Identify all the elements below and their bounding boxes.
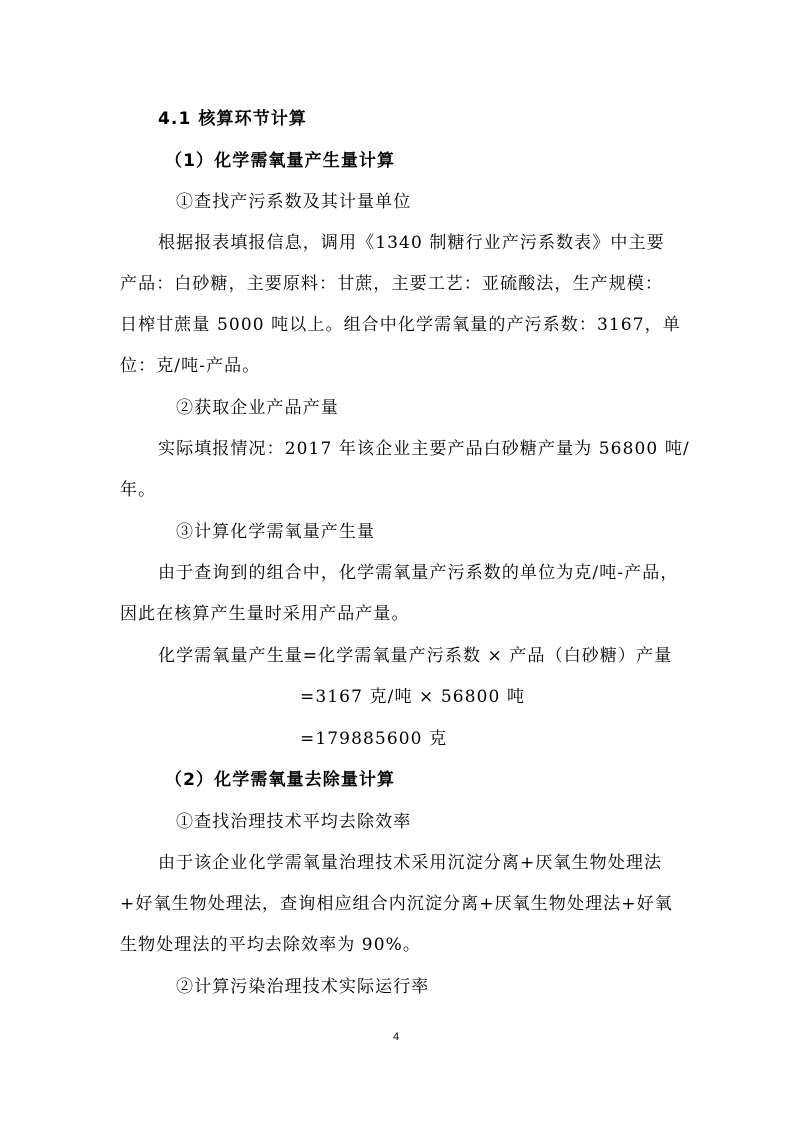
paragraph-line: +好氧生物处理法，查询相应组合内沉淀分离+厌氧生物处理法+好氧: [120, 894, 673, 914]
part1-step2-title: ②获取企业产品产量: [176, 398, 339, 418]
part2-step2-title: ②计算污染治理技术实际运行率: [176, 977, 430, 997]
paragraph-line: 日榨甘蔗量 5000 吨以上。组合中化学需氧量的产污系数：3167，单: [120, 315, 681, 335]
paragraph-line: 由于查询到的组合中，化学需氧量产污系数的单位为克/吨-产品，: [158, 563, 679, 583]
part2-title: （2）化学需氧量去除量计算: [165, 770, 396, 790]
page-number: 4: [393, 1031, 400, 1043]
part1-title: （1）化学需氧量产生量计算: [165, 151, 396, 171]
paragraph-line: 生物处理法的平均去除效率为 90%。: [120, 935, 421, 955]
paragraph-line: 实际填报情况：2017 年该企业主要产品白砂糖产量为 56800 吨/: [158, 439, 690, 459]
paragraph-line: 根据报表填报信息，调用《1340 制糖行业产污系数表》中主要: [158, 233, 665, 253]
part2-step1-title: ①查找治理技术平均去除效率: [176, 812, 412, 832]
formula-line: 化学需氧量产生量=化学需氧量产污系数 × 产品（白砂糖）产量: [158, 646, 673, 666]
paragraph-line: 由于该企业化学需氧量治理技术采用沉淀分离+厌氧生物处理法: [158, 853, 663, 873]
paragraph-line: 因此在核算产生量时采用产品产量。: [120, 604, 410, 624]
section-heading: 4.1 核算环节计算: [158, 109, 308, 129]
paragraph-line: 产品：白砂糖，主要原料：甘蔗，主要工艺：亚硫酸法，生产规模：: [120, 274, 663, 294]
part1-step1-title: ①查找产污系数及其计量单位: [176, 192, 412, 212]
paragraph-line: 位：克/吨-产品。: [120, 356, 261, 376]
part1-step3-title: ③计算化学需氧量产生量: [176, 522, 376, 542]
formula-line: =179885600 克: [300, 729, 448, 749]
formula-line: =3167 克/吨 × 56800 吨: [300, 687, 526, 707]
paragraph-line: 年。: [120, 480, 157, 500]
